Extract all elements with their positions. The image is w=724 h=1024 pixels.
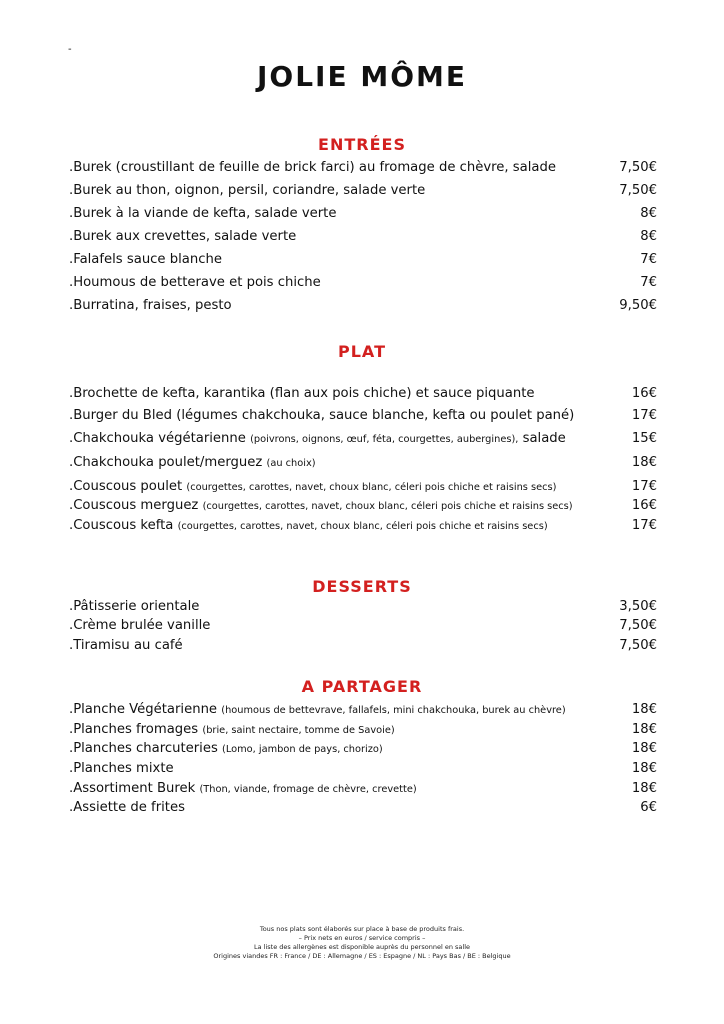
restaurant-title: JOLIE MÔME (256, 60, 467, 93)
menu-item (69, 498, 657, 518)
item-detail: (Thon, viande, fromage de chèvre, crevette) (199, 784, 417, 795)
item-name: .Couscous poulet (69, 479, 183, 494)
item-name: .Burek au thon, oignon, persil, coriandre, salade verte (69, 183, 426, 198)
menu-item (69, 298, 657, 318)
item-price: 17€ (631, 518, 657, 533)
menu-item (69, 275, 657, 295)
item-name: .Couscous kefta (69, 518, 174, 533)
menu-item (69, 722, 657, 742)
footer-line: Origines viandes FR : France / DE : Allemagne / ES : Espagne / NL : Pays Bas / BE : Belgique (213, 952, 511, 960)
item-detail: (courgettes, carottes, navet, choux blanc, céleri pois chiche et raisins secs) (202, 501, 573, 512)
menu-item (69, 431, 657, 451)
item-price: 15€ (631, 431, 657, 446)
item-name: .Burek aux crevettes, salade verte (69, 229, 297, 244)
item-price: 8€ (640, 206, 657, 221)
item-name: .Planche Végétarienne (69, 702, 218, 717)
item-name: .Chakchouka poulet/merguez (69, 455, 263, 470)
menu-item (69, 761, 657, 781)
item-detail: (houmous de bettevrave, fallafels, mini chakchouka, burek au chèvre) (221, 705, 566, 716)
menu-item (69, 252, 657, 272)
item-name: .Burek à la viande de kefta, salade verte (69, 206, 337, 221)
item-price: 18€ (631, 455, 657, 470)
menu-item (69, 183, 657, 203)
item-price: 17€ (631, 408, 657, 423)
item-price: 8€ (640, 229, 657, 244)
item-price: 9,50€ (619, 298, 657, 313)
item-detail: (poivrons, oignons, œuf, féta, courgettes, aubergines), (250, 434, 519, 445)
item-detail: (au choix) (266, 458, 316, 469)
menu-item (69, 229, 657, 249)
item-name-tail: salade (522, 431, 566, 446)
item-price: 18€ (631, 741, 657, 756)
item-price: 7,50€ (619, 638, 657, 653)
item-price: 18€ (631, 781, 657, 796)
item-detail: (Lomo, jambon de pays, chorizo) (222, 744, 383, 755)
item-name: .Planches mixte (69, 761, 174, 776)
menu-item (69, 741, 657, 761)
menu-item (69, 206, 657, 226)
item-price: 7,50€ (619, 183, 657, 198)
footer-line: – Prix nets en euros / service compris – (298, 934, 426, 942)
item-name: .Assortiment Burek (69, 781, 196, 796)
item-name: .Assiette de frites (69, 800, 185, 815)
footer-notes (0, 925, 724, 961)
item-price: 7,50€ (619, 160, 657, 175)
menu-item (69, 386, 657, 406)
footer-line: La liste des allergènes est disponible auprès du personnel en salle (253, 943, 470, 951)
menu-item (69, 518, 657, 538)
menu-item (69, 408, 657, 428)
item-price: 18€ (631, 761, 657, 776)
menu-item (69, 160, 657, 180)
item-name: .Pâtisserie orientale (69, 599, 200, 614)
item-name: .Crème brulée vanille (69, 618, 211, 633)
section-title-entrees: ENTRÉES (318, 135, 406, 154)
item-name: .Burek (croustillant de feuille de brick farci) au fromage de chèvre, salade (69, 160, 556, 175)
item-price: 17€ (631, 479, 657, 494)
menu-item (69, 638, 657, 658)
item-price: 3,50€ (619, 599, 657, 614)
item-price: 16€ (631, 386, 657, 401)
section-title-plat: PLAT (338, 342, 386, 361)
item-name: .Planches charcuteries (69, 741, 218, 756)
item-name: .Tiramisu au café (69, 638, 183, 653)
item-name: .Planches fromages (69, 722, 199, 737)
item-name: .Burger du Bled (légumes chakchouka, sauce blanche, kefta ou poulet pané) (69, 408, 575, 423)
item-name: .Houmous de betterave et pois chiche (69, 275, 321, 290)
page-mark: - (68, 44, 72, 55)
item-detail: (courgettes, carottes, navet, choux blanc, céleri pois chiche et raisins secs) (177, 521, 548, 532)
menu-item (69, 702, 657, 722)
item-price: 6€ (640, 800, 657, 815)
section-title-desserts: DESSERTS (312, 577, 412, 596)
menu-item (69, 455, 657, 475)
item-name: .Burratina, fraises, pesto (69, 298, 232, 313)
section-title-partager: A PARTAGER (301, 677, 423, 696)
item-price: 18€ (631, 702, 657, 717)
menu-item (69, 781, 657, 801)
item-name: .Falafels sauce blanche (69, 252, 222, 267)
item-price: 18€ (631, 722, 657, 737)
item-name: .Brochette de kefta, karantika (flan aux pois chiche) et sauce piquante (69, 386, 535, 401)
item-detail: (courgettes, carottes, navet, choux blanc, céleri pois chiche et raisins secs) (186, 482, 557, 493)
item-name: .Chakchouka végétarienne (69, 431, 246, 446)
menu-item (69, 618, 657, 638)
item-price: 16€ (631, 498, 657, 513)
item-detail: (brie, saint nectaire, tomme de Savoie) (202, 725, 395, 736)
item-price: 7€ (640, 252, 657, 267)
menu-item (69, 599, 657, 619)
footer-line: Tous nos plats sont élaborés sur place à base de produits frais. (259, 925, 465, 933)
item-price: 7€ (640, 275, 657, 290)
item-name: .Couscous merguez (69, 498, 199, 513)
item-price: 7,50€ (619, 618, 657, 633)
menu-item (69, 800, 657, 820)
menu-item (69, 479, 657, 499)
